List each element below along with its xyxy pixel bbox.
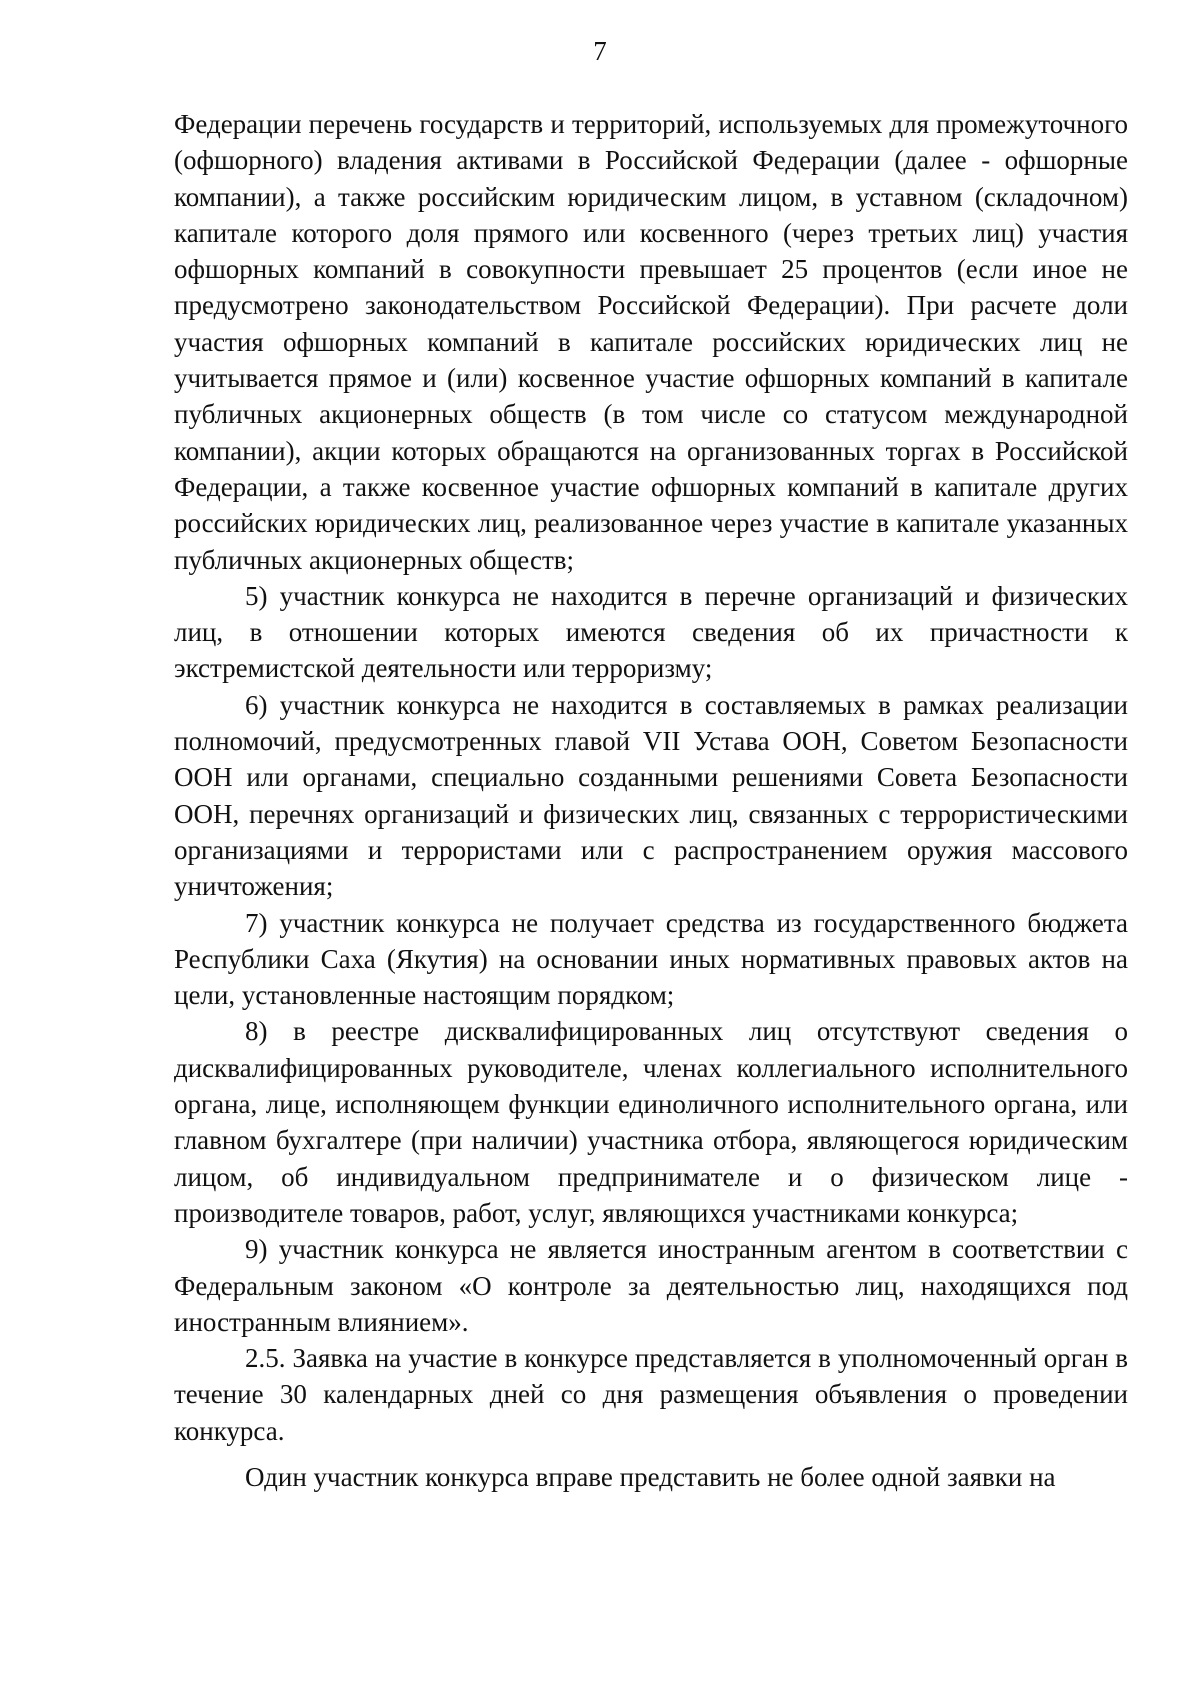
paragraph-item-7: 7) участник конкурса не получает средства из государственного бюджета Республики Саха (Якутия) на основании иных нормативных правовых актов на цели, установленные настоящим порядком;	[174, 907, 1128, 1011]
paragraph-item-8: 8) в реестре дисквалифицированных лиц отсутствуют сведения о дисквалифицированных руководителе, членах коллегиального исполнительного органа, лице, исполняющем функции единоличного исполнительного органа, или главном бухгалтере (при наличии) участника отбора, являющегося юридическим лицом, об индивидуальном предпринимателе и о физическом лице - производителе товаров, работ, услуг, являющихся участниками конкурса;	[174, 1016, 1128, 1228]
paragraph-one-application: Один участник конкурса вправе представить не более одной заявки на	[245, 1461, 1056, 1492]
paragraph-item-5: 5) участник конкурса не находится в перечне организаций и физических лиц, в отношении которых имеются сведения об их причастности к экстремистской деятельности или терроризму;	[174, 580, 1128, 684]
paragraph-clause-2-5: 2.5. Заявка на участие в конкурсе представляется в уполномоченный орган в течение 30 календарных дней со дня размещения объявления о проведении конкурса.	[174, 1343, 1128, 1446]
paragraph-item-9: 9) участник конкурса не является иностранным агентом в соответствии с Федеральным законом «О контроле за деятельностью лиц, находящихся под иностранным влиянием».	[174, 1234, 1128, 1337]
paragraph-offshore-continuation: Федерации перечень государств и территорий, используемых для промежуточного (офшорного) владения активами в Российской Федерации (далее - офшорные компании), а также российским юридическим лицом, в уставном (складочном) капитале которого доля прямого или косвенного (через третьих лиц) участия офшорных компаний в совокупности превышает 25 процентов (если иное не предусмотрено законодательством Российской Федерации). При расчете доли участия офшорных компаний в капитале российских юридических лиц не учитывается прямое и (или) косвенное участие офшорных компаний в капитале публичных акционерных обществ (в том числе со статусом международной компании), акции которых обращаются на организованных торгах в Российской Федерации, а также косвенное участие офшорных компаний в капитале других российских юридических лиц, реализованное через участие в капитале указанных публичных акционерных обществ;	[174, 109, 1128, 575]
page-number: 7	[593, 36, 607, 66]
document-body	[174, 106, 1128, 1495]
paragraph-item-6: 6) участник конкурса не находится в составляемых в рамках реализации полномочий, предусмотренных главой VII Устава ООН, Советом Безопасности ООН или органами, специально созданными решениями Совета Безопасности ООН, перечнях организаций и физических лиц, связанных с террористическими организациями и террористами или с распространением оружия массового уничтожения;	[174, 689, 1128, 902]
